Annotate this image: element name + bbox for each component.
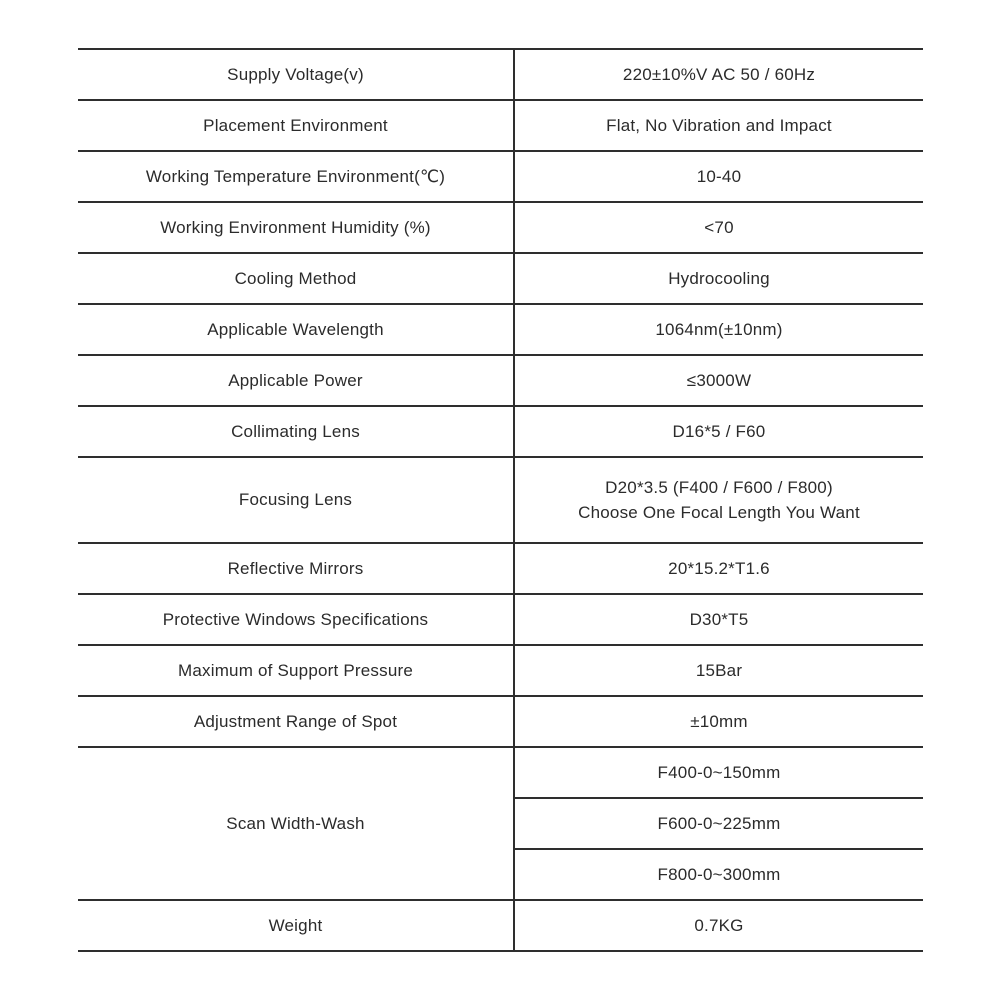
table-row-support-pressure xyxy=(78,645,923,696)
scan-width-value-f400: F400-0~150mm xyxy=(514,747,923,798)
row-label: Reflective Mirrors xyxy=(78,543,514,594)
row-label: Applicable Power xyxy=(78,355,514,406)
row-label: Weight xyxy=(78,900,514,951)
row-label: Working Temperature Environment(℃) xyxy=(78,151,514,202)
table-row-protective-windows xyxy=(78,594,923,645)
row-value: D30*T5 xyxy=(514,594,923,645)
row-label: Protective Windows Specifications xyxy=(78,594,514,645)
table-row-adjustment-range xyxy=(78,696,923,747)
table-row-collimating-lens xyxy=(78,406,923,457)
row-value: D16*5 / F60 xyxy=(514,406,923,457)
table-row-applicable-wavelength xyxy=(78,304,923,355)
scan-width-value-f600: F600-0~225mm xyxy=(514,798,923,849)
row-value: 10-40 xyxy=(514,151,923,202)
table-row-applicable-power xyxy=(78,355,923,406)
row-value: 15Bar xyxy=(514,645,923,696)
row-value: 20*15.2*T1.6 xyxy=(514,543,923,594)
table-row-supply-voltage xyxy=(78,49,923,100)
spec-table xyxy=(78,48,923,952)
table-row-working-humidity xyxy=(78,202,923,253)
table-row-reflective-mirrors xyxy=(78,543,923,594)
row-label: Focusing Lens xyxy=(78,457,514,543)
row-label: Collimating Lens xyxy=(78,406,514,457)
row-value: Hydrocooling xyxy=(514,253,923,304)
row-value: ±10mm xyxy=(514,696,923,747)
row-value: ≤3000W xyxy=(514,355,923,406)
row-value xyxy=(514,457,923,543)
row-label: Cooling Method xyxy=(78,253,514,304)
table-row-scan-width-1 xyxy=(78,747,923,798)
row-label: Applicable Wavelength xyxy=(78,304,514,355)
table-row-placement-environment xyxy=(78,100,923,151)
scan-width-value-f800: F800-0~300mm xyxy=(514,849,923,900)
row-label: Scan Width-Wash xyxy=(78,747,514,900)
table-row-weight xyxy=(78,900,923,951)
row-label: Working Environment Humidity (%) xyxy=(78,202,514,253)
row-label: Supply Voltage(v) xyxy=(78,49,514,100)
row-label: Maximum of Support Pressure xyxy=(78,645,514,696)
row-label: Adjustment Range of Spot xyxy=(78,696,514,747)
focusing-lens-value-line-1: D20*3.5 (F400 / F600 / F800) xyxy=(605,478,833,497)
row-value: 220±10%V AC 50 / 60Hz xyxy=(514,49,923,100)
table-row-focusing-lens xyxy=(78,457,923,543)
row-value: 0.7KG xyxy=(514,900,923,951)
focusing-lens-value-line-2: Choose One Focal Length You Want xyxy=(578,503,860,522)
row-label: Placement Environment xyxy=(78,100,514,151)
row-value: Flat, No Vibration and Impact xyxy=(514,100,923,151)
table-row-working-temperature xyxy=(78,151,923,202)
spec-table-body xyxy=(78,49,923,951)
row-value: <70 xyxy=(514,202,923,253)
table-row-cooling-method xyxy=(78,253,923,304)
row-value: 1064nm(±10nm) xyxy=(514,304,923,355)
